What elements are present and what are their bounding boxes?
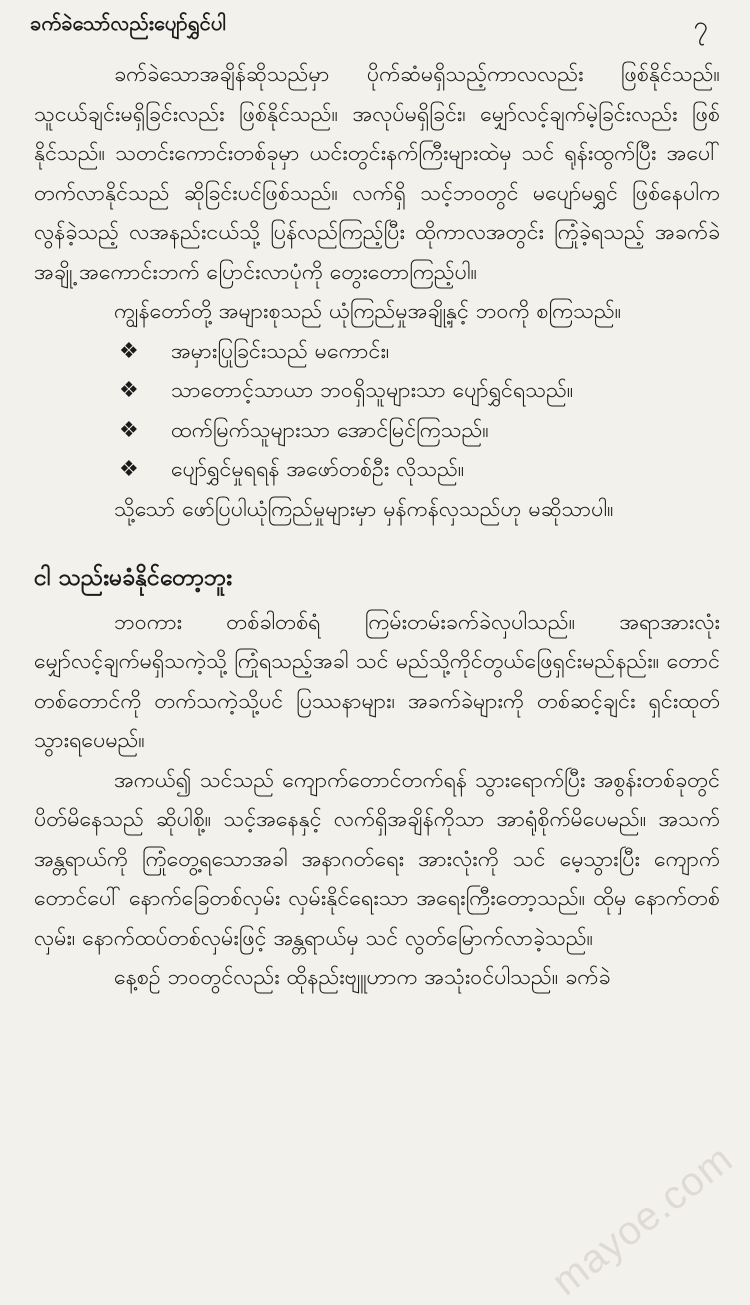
paragraph: နေ့စဉ် ဘဝတွင်လည်း ထိုနည်းဗျူဟာက အသုံးဝင်ပါသည်။ ခက်ခဲ [114,965,611,990]
list-item-text: အမှားပြုခြင်းသည် မကောင်း၊ [171,338,390,364]
list-item-text: ထက်မြက်သူများသာ အောင်မြင်ကြသည်။ [171,417,489,443]
paragraph: အကယ်၍ သင်သည် ကျောက်တောင်တက်ရန် သွားရောက်ပြီး အစွန်းတစ်ခုတွင် ပိတ်မိနေသည် ဆိုပါစို့။ သင့်အနေနှင့် လက်ရှိအချိန်ကိုသာ အာရုံစိုက်မိပေမည်။ အသက်အန္တရာယ်ကို ကြုံတွေ့ရသောအခါ အနာဂတ်ရေး အားလုံးကို သင် မေ့သွားပြီး ကျောက်တောင်ပေါ် နောက်ခြေတစ်လှမ်း လှမ်းနိုင်ရေးသာ အရေးကြီးတော့သည်။ ထိုမှ နောက်တစ်လှမ်း၊ နောက်ထပ်တစ်လှမ်းဖြင့် အန္တရာယ်မှ သင် လွတ်မြောက်လာခဲ့သည်။ [34,767,720,951]
list-item [34,450,720,490]
diamond-bullet-icon: ❖ [119,417,139,443]
watermark: mayoe.com [544,1136,742,1305]
list-item [34,371,720,411]
diamond-bullet-icon: ❖ [119,378,139,403]
list-item-text: သာတောင့်သာယာ ဘဝရှိသူများသာ ပျော်ရွှင်ရသည်။ [171,378,574,403]
diamond-bullet-icon: ❖ [119,457,139,482]
belief-list [34,332,720,490]
body-text [34,55,720,998]
running-title: ခက်ခဲသော်လည်းပျော်ရွှင်ပါ [30,11,226,35]
list-item [34,411,720,451]
diamond-bullet-icon: ❖ [119,338,139,364]
paragraph: ခက်ခဲသောအချိန်ဆိုသည်မှာ ပိုက်ဆံမရှိသည့်ကာလလည်း ဖြစ်နိုင်သည်။ သူငယ်ချင်းမရှိခြင်းလည်း ဖြစ်နိုင်သည်။ အလုပ်မရှိခြင်း၊ မျှော်လင့်ချက်မဲ့ခြင်းလည်း ဖြစ်နိုင်သည်။ သတင်းကောင်းတစ်ခုမှာ ယင်းတွင်းနက်ကြီးများထဲမှ သင် ရုန်းထွက်ပြီး အပေါ်တက်လာနိုင်သည် ဆိုခြင်းပင်ဖြစ်သည်။ လက်ရှိ သင့်ဘဝတွင် မပျော်မရွှင် ဖြစ်နေပါက လွန်ခဲ့သည့် လအနည်းငယ်သို့ ပြန်လည်ကြည့်ပြီး ထိုကာလအတွင်း ကြုံခဲ့ရသည့် အခက်ခဲအချို့ အကောင်းဘက် ပြောင်းလာပုံကို တွေးတောကြည့်ပါ။ [34,62,720,285]
paragraph: သို့သော် ဖော်ပြပါယုံကြည်မှုများမှာ မှန်ကန်လှသည်ဟု မဆိုသာပါ။ [114,496,614,522]
page-number: ၇ [693,11,708,41]
list-item-text: ပျော်ရွှင်မှုရရန် အဖော်တစ်ဦး လိုသည်။ [171,457,465,482]
section-heading: ငါ သည်းမခံနိုင်တော့ဘူး [34,565,233,591]
paragraph: ကျွန်တော်တို့ အများစုသည် ယုံကြည်မှုအချို့နှင့် ဘဝကို စကြသည်။ [114,299,622,324]
paragraph: ဘဝကား တစ်ခါတစ်ရံ ကြမ်းတမ်းခက်ခဲလှပါသည်။ အရာအားလုံး မျှော်လင့်ချက်မရှိသကဲ့သို့ ကြုံရသည့်အခါ သင် မည်သို့ကိုင်တွယ်ဖြေရှင်းမည်နည်း။ တောင်တစ်တောင်ကို တက်သကဲ့သို့ပင် ပြဿနာများ၊ အခက်ခဲများကို တစ်ဆင့်ချင်း ရှင်းထုတ်သွားရပေမည်။ [34,609,720,753]
list-item [34,332,720,372]
